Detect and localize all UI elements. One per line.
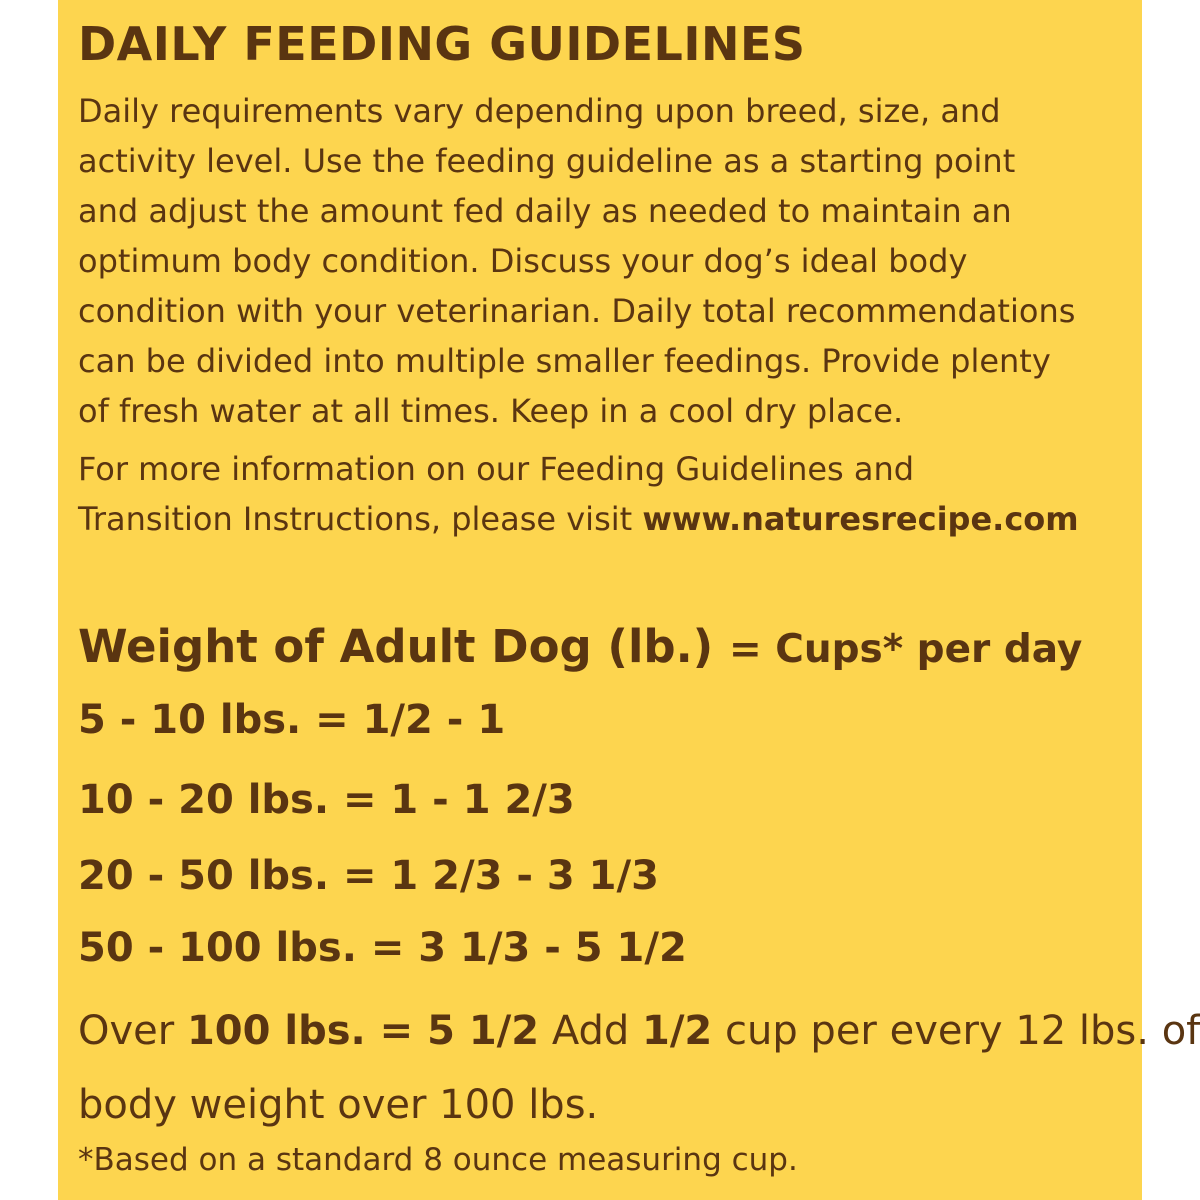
info-paragraph — [78, 444, 1138, 544]
feeding-row: 5 - 10 lbs. = 1/2 - 1 — [78, 697, 506, 743]
page-title: DAILY FEEDING GUIDELINES — [78, 17, 806, 71]
website-link[interactable]: www.naturesrecipe.com — [642, 500, 1079, 538]
intro-paragraph — [78, 86, 1138, 436]
table-header — [78, 616, 1082, 681]
intro-line: activity level. Use the feeding guideline as a starting point — [78, 142, 1016, 180]
over-suffix: cup per every 12 lbs. of — [712, 1008, 1200, 1054]
intro-line: optimum body condition. Discuss your dog’s ideal body — [78, 242, 968, 280]
info-line — [78, 494, 1138, 544]
intro-line: condition with your veterinarian. Daily total recommendations — [78, 292, 1076, 330]
over-100-line-2: body weight over 100 lbs. — [78, 1082, 599, 1128]
intro-line: Daily requirements vary depending upon breed, size, and — [78, 92, 1001, 130]
over-bold-amount: 1/2 — [641, 1008, 713, 1054]
intro-line: can be divided into multiple smaller feedings. Provide plenty — [78, 342, 1051, 380]
over-mid: Add — [539, 1008, 642, 1054]
intro-line: and adjust the amount fed daily as needed to maintain an — [78, 192, 1012, 230]
table-header-weight: Weight of Adult Dog (lb.) — [78, 620, 714, 673]
feeding-row: 50 - 100 lbs. = 3 1/3 - 5 1/2 — [78, 925, 687, 971]
info-prefix: Transition Instructions, please visit — [78, 500, 643, 538]
over-bold-weight: 100 lbs. = 5 1/2 — [186, 1008, 540, 1054]
over-100-row — [78, 994, 1200, 1142]
footnote: *Based on a standard 8 ounce measuring cup. — [78, 1142, 798, 1178]
over-100-line — [78, 994, 1200, 1068]
over-prefix: Over — [78, 1008, 187, 1054]
info-line: For more information on our Feeding Guidelines and — [78, 450, 915, 488]
intro-line: of fresh water at all times. Keep in a cool dry place. — [78, 392, 904, 430]
table-header-cups: = Cups* per day — [728, 627, 1083, 672]
feeding-row: 20 - 50 lbs. = 1 2/3 - 3 1/3 — [78, 853, 659, 899]
feeding-row: 10 - 20 lbs. = 1 - 1 2/3 — [78, 777, 575, 823]
